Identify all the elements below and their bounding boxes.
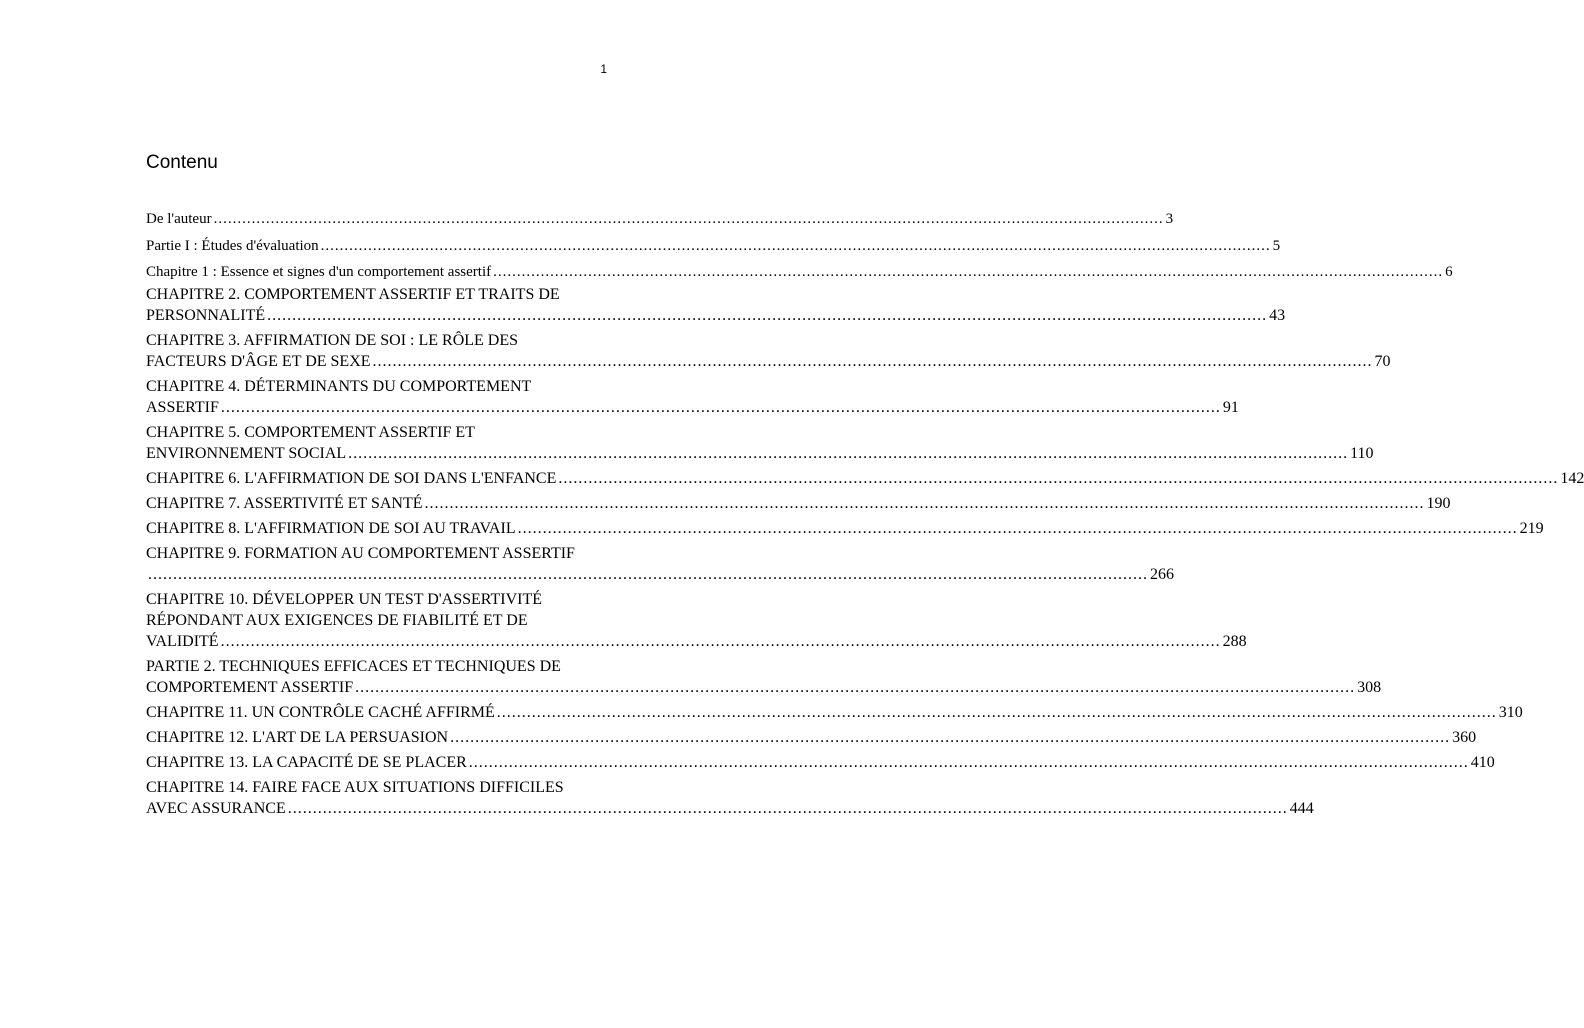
dot-leader: ........................................................................................................................................................................................................ bbox=[287, 799, 1288, 817]
toc-entry-page: 5 bbox=[1272, 237, 1281, 254]
toc-entry-line: RÉPONDANT AUX EXIGENCES DE FIABILITÉ ET DE bbox=[146, 611, 528, 629]
toc-entry-line: CHAPITRE 9. FORMATION AU COMPORTEMENT ASSERTIF bbox=[146, 544, 575, 562]
toc-entry-line: CHAPITRE 14. FAIRE FACE AUX SITUATIONS DIFFICILES bbox=[146, 778, 564, 796]
toc-entry-page: 142 bbox=[1560, 469, 1584, 487]
toc-entry[interactable] bbox=[146, 727, 1477, 748]
toc-entry-title bbox=[146, 727, 1450, 748]
dot-leader: ........................................................................................................................................................................................................ bbox=[493, 264, 1444, 280]
toc-entry[interactable] bbox=[146, 422, 1374, 464]
toc-entry-line: CHAPITRE 3. AFFIRMATION DE SOI : LE RÔLE DES bbox=[146, 331, 519, 349]
toc-entry-line: PARTIE 2. TECHNIQUES EFFICACES ET TECHNIQUES DE bbox=[146, 657, 561, 675]
toc-entry-label: CHAPITRE 8. L'AFFIRMATION DE SOI AU TRAVAIL bbox=[146, 519, 516, 537]
toc-entry[interactable] bbox=[146, 284, 1286, 326]
toc-entry[interactable] bbox=[146, 656, 1382, 698]
toc-entry-label: ENVIRONNEMENT SOCIAL bbox=[146, 444, 347, 462]
dot-leader: ........................................................................................................................................................................................................ bbox=[220, 398, 1221, 416]
toc-entry-title bbox=[146, 589, 1221, 652]
toc-entry-label: De l'auteur bbox=[146, 211, 212, 227]
toc-entry[interactable] bbox=[146, 204, 1174, 228]
toc-entry-title bbox=[146, 777, 1288, 819]
toc-entry-page: 310 bbox=[1498, 703, 1523, 721]
dot-leader: ........................................................................................................................................................................................................ bbox=[220, 632, 1221, 650]
toc-entry[interactable] bbox=[146, 330, 1391, 372]
toc-entry-label: COMPORTEMENT ASSERTIF bbox=[146, 678, 354, 696]
dot-leader: ........................................................................................................................................................................................................ bbox=[148, 565, 1148, 583]
toc-entry-line: CHAPITRE 4. DÉTERMINANTS DU COMPORTEMENT bbox=[146, 377, 532, 395]
toc-entry-title bbox=[146, 284, 1267, 326]
toc-entry-page: 288 bbox=[1222, 632, 1247, 650]
dot-leader: ........................................................................................................................................................................................................ bbox=[372, 352, 1373, 370]
dot-leader: ........................................................................................................................................................................................................ bbox=[558, 469, 1559, 487]
toc-entry-page: 43 bbox=[1269, 306, 1286, 324]
toc-entry-page: 6 bbox=[1445, 264, 1453, 280]
toc-entry[interactable] bbox=[146, 257, 1453, 281]
toc-entry[interactable] bbox=[146, 493, 1451, 514]
dot-leader: ........................................................................................................................................................................................................ bbox=[355, 678, 1356, 696]
toc-entry-page: 410 bbox=[1470, 753, 1495, 771]
dot-leader: ........................................................................................................................................................................................................ bbox=[424, 494, 1425, 512]
toc-entry-label: CHAPITRE 12. L'ART DE LA PERSUASION bbox=[146, 728, 449, 746]
toc-entry-title bbox=[146, 468, 1558, 489]
toc-entry[interactable] bbox=[146, 518, 1544, 539]
toc-entry-label: FACTEURS D'ÂGE ET DE SEXE bbox=[146, 352, 371, 370]
toc-entry-title bbox=[146, 264, 1443, 281]
toc-entry-label: ASSERTIF bbox=[146, 398, 219, 416]
toc-entry[interactable] bbox=[146, 231, 1281, 255]
toc-entry-title bbox=[146, 543, 1148, 585]
toc-entry-page: 266 bbox=[1150, 565, 1174, 583]
toc-entry-title bbox=[146, 656, 1355, 698]
toc-entry[interactable] bbox=[146, 543, 1174, 585]
toc-entry-page: 219 bbox=[1519, 519, 1544, 537]
dot-leader: ........................................................................................................................................................................................................ bbox=[450, 728, 1451, 746]
dot-leader: ........................................................................................................................................................................................................ bbox=[517, 519, 1518, 537]
toc-entry[interactable] bbox=[146, 468, 1584, 489]
toc-entry-label: AVEC ASSURANCE bbox=[146, 799, 286, 817]
toc-entry-label: PERSONNALITÉ bbox=[146, 306, 266, 324]
toc-entry-title bbox=[146, 518, 1518, 539]
toc-entry-page: 444 bbox=[1289, 799, 1314, 817]
toc-entry-title bbox=[146, 493, 1425, 514]
toc-entry-page: 91 bbox=[1222, 398, 1239, 416]
toc-entry[interactable] bbox=[146, 376, 1239, 418]
toc-entry-line: CHAPITRE 5. COMPORTEMENT ASSERTIF ET bbox=[146, 423, 475, 441]
toc-entry-line: CHAPITRE 2. COMPORTEMENT ASSERTIF ET TRAITS DE bbox=[146, 285, 560, 303]
toc-entry-label: Chapitre 1 : Essence et signes d'un comportement assertif bbox=[146, 264, 492, 280]
toc-title: Contenu bbox=[146, 152, 218, 173]
toc-entry-title bbox=[146, 330, 1373, 372]
page-number: 1 bbox=[600, 62, 607, 76]
toc-entry-page: 360 bbox=[1452, 728, 1477, 746]
dot-leader: ........................................................................................................................................................................................................ bbox=[468, 753, 1469, 771]
toc-entry-label: VALIDITÉ bbox=[146, 632, 219, 650]
toc-entry-title bbox=[146, 752, 1469, 773]
toc-entry[interactable] bbox=[146, 589, 1247, 652]
dot-leader: ........................................................................................................................................................................................................ bbox=[496, 703, 1497, 721]
toc-entry-label: Partie I : Études d'évaluation bbox=[146, 237, 319, 254]
toc-entry-page: 70 bbox=[1374, 352, 1391, 370]
dot-leader: ........................................................................................................................................................................................................ bbox=[213, 211, 1164, 227]
dot-leader: ........................................................................................................................................................................................................ bbox=[320, 237, 1271, 254]
toc-entry[interactable] bbox=[146, 702, 1523, 723]
toc-entry-label: CHAPITRE 6. L'AFFIRMATION DE SOI DANS L'ENFANCE bbox=[146, 469, 557, 487]
dot-leader: ........................................................................................................................................................................................................ bbox=[267, 306, 1268, 324]
toc-entry[interactable] bbox=[146, 777, 1314, 819]
toc-entry-title bbox=[146, 422, 1348, 464]
toc-entry-title bbox=[146, 702, 1497, 723]
toc-entry-page: 3 bbox=[1165, 211, 1174, 227]
table-of-contents bbox=[146, 204, 1584, 823]
toc-entry-label: CHAPITRE 13. LA CAPACITÉ DE SE PLACER bbox=[146, 753, 467, 771]
toc-entry-title bbox=[146, 238, 1271, 255]
toc-entry-page: 110 bbox=[1350, 444, 1374, 462]
toc-entry-title bbox=[146, 211, 1164, 228]
toc-entry-page: 190 bbox=[1426, 494, 1451, 512]
dot-leader: ........................................................................................................................................................................................................ bbox=[348, 444, 1349, 462]
toc-entry-page: 308 bbox=[1357, 678, 1382, 696]
toc-entry-line: CHAPITRE 10. DÉVELOPPER UN TEST D'ASSERTIVITÉ bbox=[146, 590, 543, 608]
toc-entry[interactable] bbox=[146, 752, 1495, 773]
toc-entry-label: CHAPITRE 11. UN CONTRÔLE CACHÉ AFFIRMÉ bbox=[146, 703, 495, 721]
toc-entry-title bbox=[146, 376, 1221, 418]
toc-entry-label: CHAPITRE 7. ASSERTIVITÉ ET SANTÉ bbox=[146, 494, 423, 512]
